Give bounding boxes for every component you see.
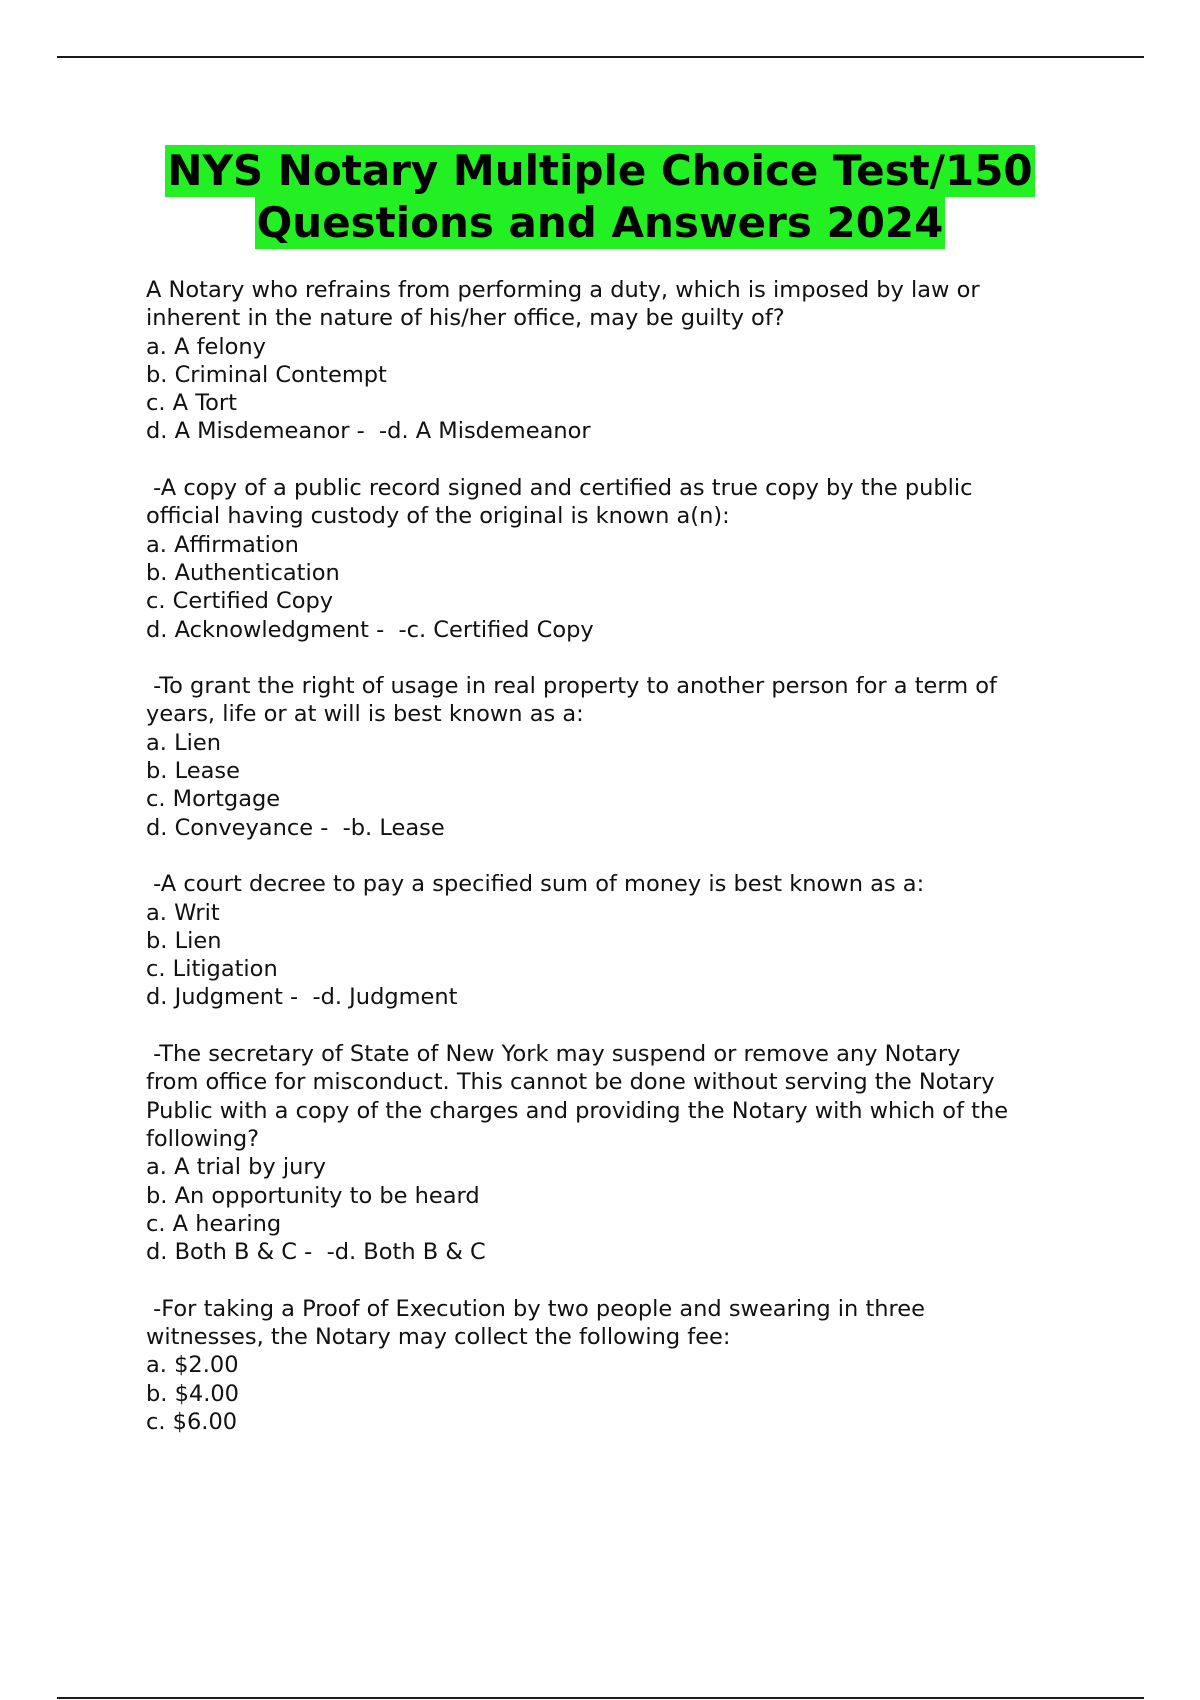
question-text-line: from office for misconduct. This cannot be done without serving the Notary [146, 1069, 995, 1096]
question-6 [146, 1295, 1086, 1436]
question-text-line: following? [146, 1125, 260, 1152]
question-1 [146, 276, 1086, 446]
answer-option-with-key: d. Judgment - -d. Judgment [146, 984, 458, 1011]
question-text-line: Public with a copy of the charges and providing the Notary with which of the [146, 1097, 1009, 1124]
question-3 [146, 672, 1086, 842]
answer-option: b. An opportunity to be heard [146, 1182, 480, 1209]
top-rule [57, 56, 1144, 58]
answer-option: b. Criminal Contempt [146, 361, 387, 388]
answer-option: c. A Tort [146, 390, 237, 417]
question-text-line: witnesses, the Notary may collect the following fee: [146, 1323, 731, 1350]
answer-option: b. Lien [146, 927, 222, 954]
question-text-line: official having custody of the original is known a(n): [146, 503, 730, 530]
answer-option: c. $6.00 [146, 1408, 238, 1435]
answer-option-with-key: d. Conveyance - -b. Lease [146, 814, 445, 841]
answer-option: a. A felony [146, 333, 266, 360]
question-4 [146, 870, 1086, 1011]
answer-option: a. Writ [146, 899, 220, 926]
question-text-line: A Notary who refrains from performing a duty, which is imposed by law or [146, 277, 980, 303]
question-text-line: -A copy of a public record signed and certified as true copy by the public [146, 475, 973, 502]
answer-option: a. Lien [146, 729, 221, 756]
answer-option: a. A trial by jury [146, 1154, 326, 1181]
question-text-line: inherent in the nature of his/her office, may be guilty of? [146, 305, 785, 332]
answer-option: b. $4.00 [146, 1380, 239, 1407]
answer-option: b. Authentication [146, 559, 340, 586]
document-title [100, 145, 1100, 249]
question-text-line: -To grant the right of usage in real property to another person for a term of [146, 673, 997, 700]
question-text-line: years, life or at will is best known as a: [146, 701, 584, 728]
question-text-line: -The secretary of State of New York may suspend or remove any Notary [146, 1041, 961, 1068]
answer-option: c. A hearing [146, 1210, 282, 1237]
title-line-1: NYS Notary Multiple Choice Test/150 [167, 146, 1033, 195]
question-list [146, 276, 1086, 1464]
question-5 [146, 1040, 1086, 1266]
answer-option: a. Affirmation [146, 531, 299, 558]
answer-option: c. Mortgage [146, 786, 281, 813]
bottom-rule [57, 1697, 1144, 1699]
answer-option: c. Litigation [146, 956, 278, 983]
answer-option: b. Lease [146, 758, 240, 785]
title-line-2: Questions and Answers 2024 [256, 198, 944, 247]
answer-option-with-key: d. A Misdemeanor - -d. A Misdemeanor [146, 418, 591, 445]
answer-option: c. Certified Copy [146, 588, 334, 615]
question-2 [146, 474, 1086, 644]
question-text-line: -A court decree to pay a specified sum of money is best known as a: [146, 871, 925, 898]
answer-option-with-key: d. Both B & C - -d. Both B & C [146, 1239, 486, 1266]
answer-option: a. $2.00 [146, 1352, 239, 1379]
question-text-line: -For taking a Proof of Execution by two people and swearing in three [146, 1295, 925, 1322]
answer-option-with-key: d. Acknowledgment - -c. Certified Copy [146, 616, 594, 643]
